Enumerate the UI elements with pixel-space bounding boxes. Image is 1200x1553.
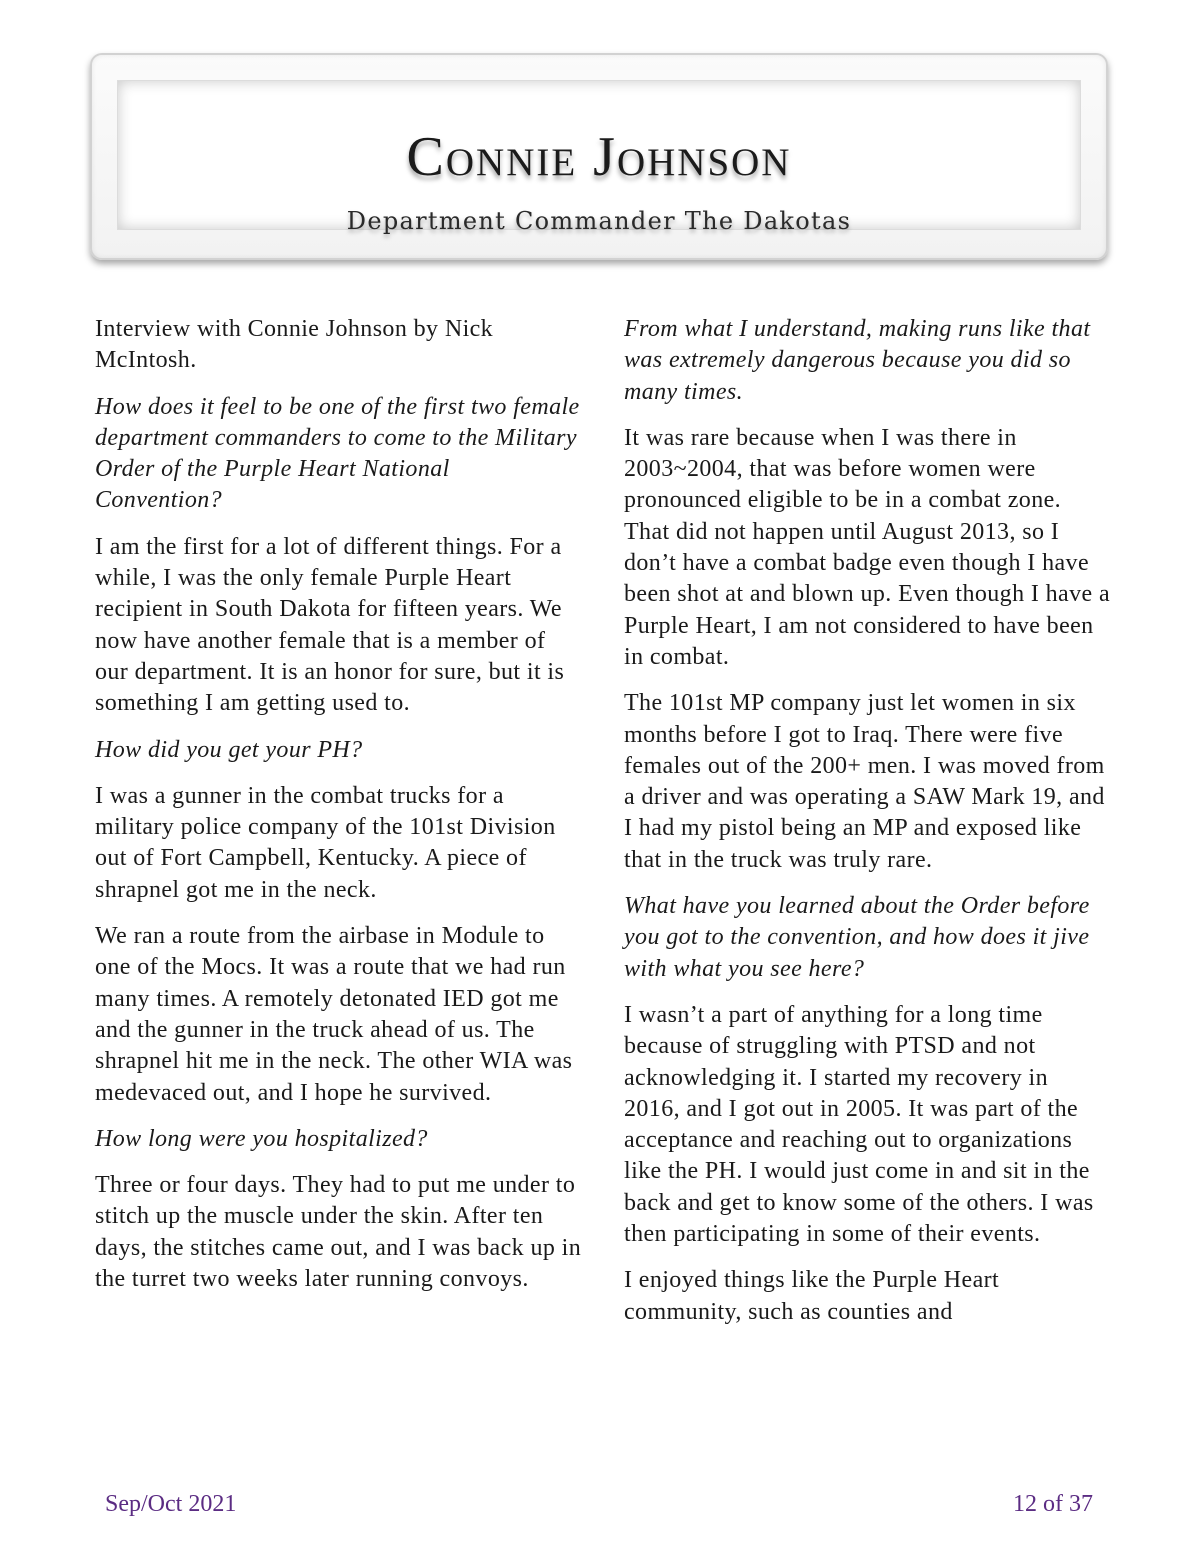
header-inner-panel xyxy=(117,80,1081,235)
answer-paragraph: It was rare because when I was there in 2003~2004, that was before women were pronounced eligible to be in a combat zone. That did not happen until August 2013, so I don’t have a combat badge even though I have been shot at and blown up. Even though I have a Purple Heart, I am not considered to have been in combat. xyxy=(624,424,1111,670)
header-banner xyxy=(90,53,1108,260)
footer-issue-date: Sep/Oct 2021 xyxy=(105,1491,237,1517)
page-subtitle: Department Commander The Dakotas xyxy=(346,207,852,235)
answer-paragraph: I was a gunner in the combat trucks for a military police company of the 101st Division out of Fort Campbell, Kentucky. A piece of shrapnel got me in the neck. xyxy=(95,782,556,903)
right-column xyxy=(624,314,1110,1343)
intro-paragraph: Interview with Connie Johnson by Nick McIntosh. xyxy=(95,316,494,374)
page-title: Connie Johnson xyxy=(406,126,792,188)
footer-page-number: 12 of 37 xyxy=(1013,1491,1093,1517)
answer-paragraph: I wasn’t a part of anything for a long time because of struggling with PTSD and not acknowledging it. I started my recovery in 2016, and I got out in 2005. It was part of the acceptance and reaching out to organizations like the PH. I would just come in and sit in the back and get to know some of the others. I was then participating in some of their events. xyxy=(624,1001,1094,1248)
question-paragraph: How long were you hospitalized? xyxy=(95,1125,428,1152)
question-paragraph: How does it feel to be one of the first two female department commanders to come to the Military Order of the Purple Heart National Convention? xyxy=(95,393,580,514)
answer-paragraph: I am the first for a lot of different things. For a while, I was the only female Purple Heart recipient in South Dakota for fifteen years. We now have another female that is a member of our department. It is an honor for sure, but it is something I am getting used to. xyxy=(95,533,565,717)
left-column xyxy=(95,314,583,1310)
question-paragraph: How did you get your PH? xyxy=(95,736,363,763)
answer-paragraph: I enjoyed things like the Purple Heart community, such as counties and xyxy=(624,1267,1000,1325)
question-paragraph: What have you learned about the Order before you got to the convention, and how does it jive with what you see here? xyxy=(624,893,1090,982)
answer-paragraph: We ran a route from the airbase in Module to one of the Mocs. It was a route that we had run many times. A remotely detonated IED got me and the gunner in the truck ahead of us. The shrapnel hit me in the neck. The other WIA was medevaced out, and I hope he survived. xyxy=(95,923,573,1106)
answer-paragraph: The 101st MP company just let women in six months before I got to Iraq. There were five females out of the 200+ men. I was moved from a driver and was operating a SAW Mark 19, and I had my pistol being an MP and exposed like that in the truck was truly rare. xyxy=(624,690,1105,873)
answer-paragraph: Three or four days. They had to put me under to stitch up the muscle under the skin. After ten days, the stitches came out, and I was back up in the turret two weeks later running convoys. xyxy=(95,1172,582,1293)
question-paragraph: From what I understand, making runs like that was extremely dangerous because you did so many times. xyxy=(624,316,1091,405)
